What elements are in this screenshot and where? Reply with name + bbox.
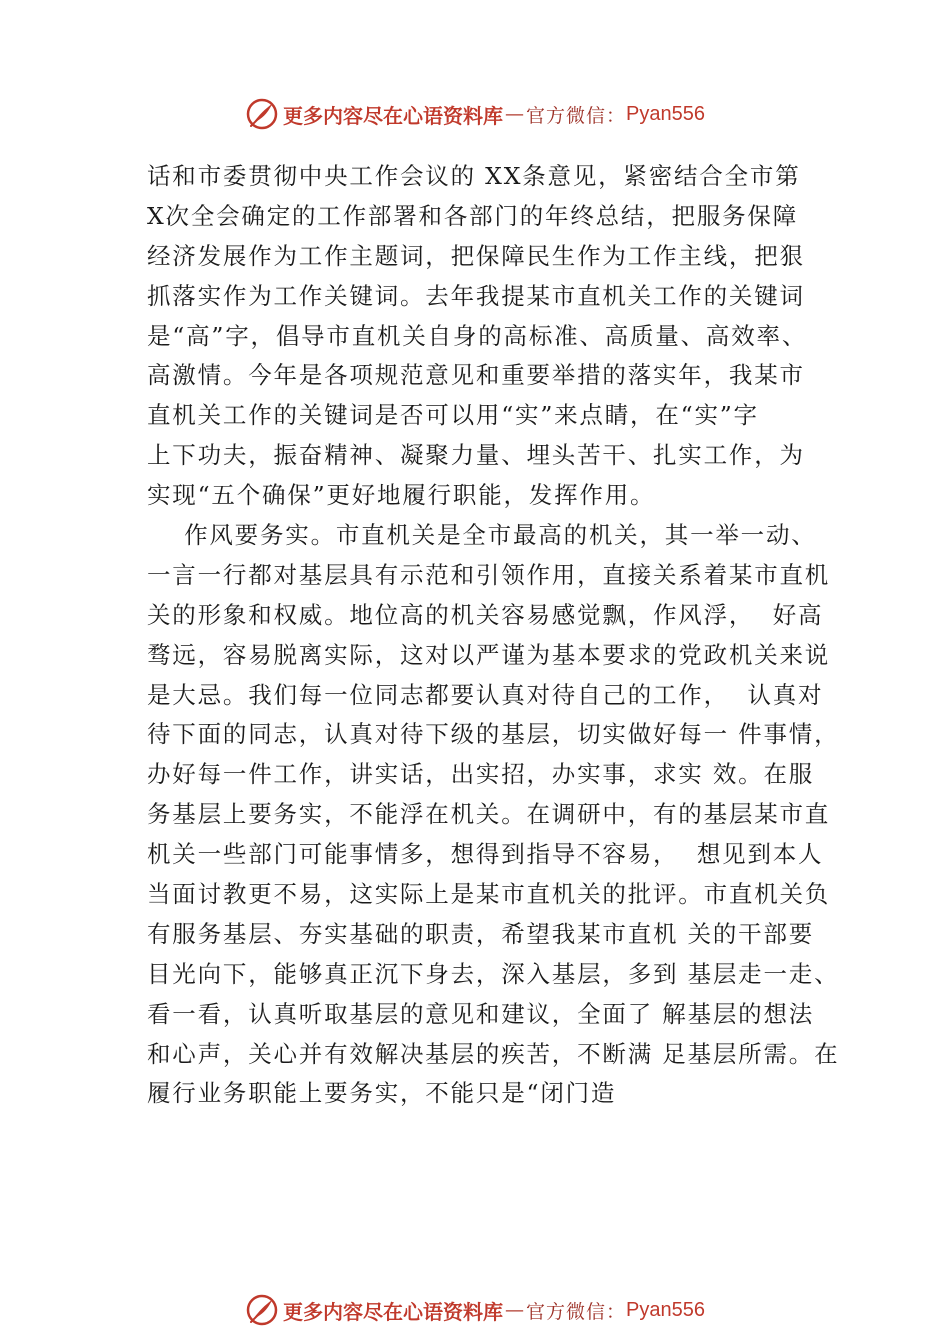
header-banner	[0, 94, 950, 134]
text-line: 看一看，认真听取基层的意见和建议，全面了 解基层的想法	[147, 999, 815, 1028]
text-line: 直机关工作的关键词是否可以用“实”来点睛，在“实”字	[147, 401, 759, 430]
text-line: 履行业务职能上要务实，不能只是“闭门造	[147, 1079, 617, 1108]
header-brand-text: 更多内容尽在心语资料库	[283, 103, 503, 128]
text-line: 上下功夫，振奋精神、凝聚力量、埋头苦干、扎实工作，为	[147, 441, 805, 470]
header-wechat-id: Pyan556	[626, 102, 705, 125]
text-line: 关的形象和权威。地位高的机关容易感觉飘，作风浮， 好高	[147, 600, 824, 629]
text-line: 骛远，容易脱离实际，这对以严谨为基本要求的党政机关来说	[147, 640, 831, 669]
header-wechat-label: 官方微信：	[526, 104, 627, 127]
text-line: 是大忌。我们每一位同志都要认真对待自己的工作， 认真对	[147, 680, 824, 709]
text-line: 目光向下，能够真正沉下身去，深入基层，多到 基层走一走、	[147, 959, 840, 988]
text-line: 作风要务实。市直机关是全市最高的机关，其一举一动、	[147, 521, 817, 550]
text-line: 高激情。今年是各项规范意见和重要举措的落实年，我某市	[147, 361, 805, 390]
text-line: 经济发展作为工作主题词，把保障民生作为工作主线，把狠	[147, 241, 805, 270]
footer-separator: —	[505, 1299, 524, 1321]
text-line: 当面讨教更不易，这实际上是某市直机关的批评。市直机关负	[147, 880, 831, 909]
text-line: 抓落实作为工作关键词。去年我提某市直机关工作的关键词	[147, 281, 805, 310]
document-body	[147, 157, 847, 1114]
header-separator: —	[505, 103, 524, 125]
text-line: 和心声，关心并有效解决基层的疾苦，不断满 足基层所需。在	[147, 1039, 840, 1068]
feather-logo-icon	[245, 1293, 279, 1327]
feather-logo-icon	[245, 97, 279, 131]
text-line: 待下面的同志，认真对待下级的基层，切实做好每一 件事情，	[147, 720, 840, 749]
text-line: 实现“五个确保”更好地履行职能，发挥作用。	[147, 481, 656, 510]
footer-wechat-label: 官方微信：	[526, 1300, 627, 1323]
text-line: 办好每一件工作，讲实话，出实招，办实事，求实 效。在服	[147, 760, 815, 789]
footer-wechat-id: Pyan556	[626, 1298, 705, 1321]
text-line: 有服务基层、夯实基础的职责，希望我某市直机 关的干部要	[147, 919, 815, 948]
text-line: 话和市委贯彻中央工作会议的 XX条意见，紧密结合全市第	[147, 162, 801, 190]
text-line: 务基层上要务实，不能浮在机关。在调研中，有的基层某市直	[147, 800, 831, 829]
text-line: 是“高”字，倡导市直机关自身的高标准、高质量、高效率、	[147, 321, 808, 350]
footer-brand-text: 更多内容尽在心语资料库	[283, 1299, 503, 1324]
text-line: 机关一些部门可能事情多，想得到指导不容易， 想见到本人	[147, 840, 824, 869]
text-line: X次全会确定的工作部署和各部门的年终总结，把服务保障	[147, 201, 799, 230]
text-line: 一言一行都对基层具有示范和引领作用，直接关系着某市直机	[147, 560, 831, 589]
footer-banner	[0, 1290, 950, 1330]
